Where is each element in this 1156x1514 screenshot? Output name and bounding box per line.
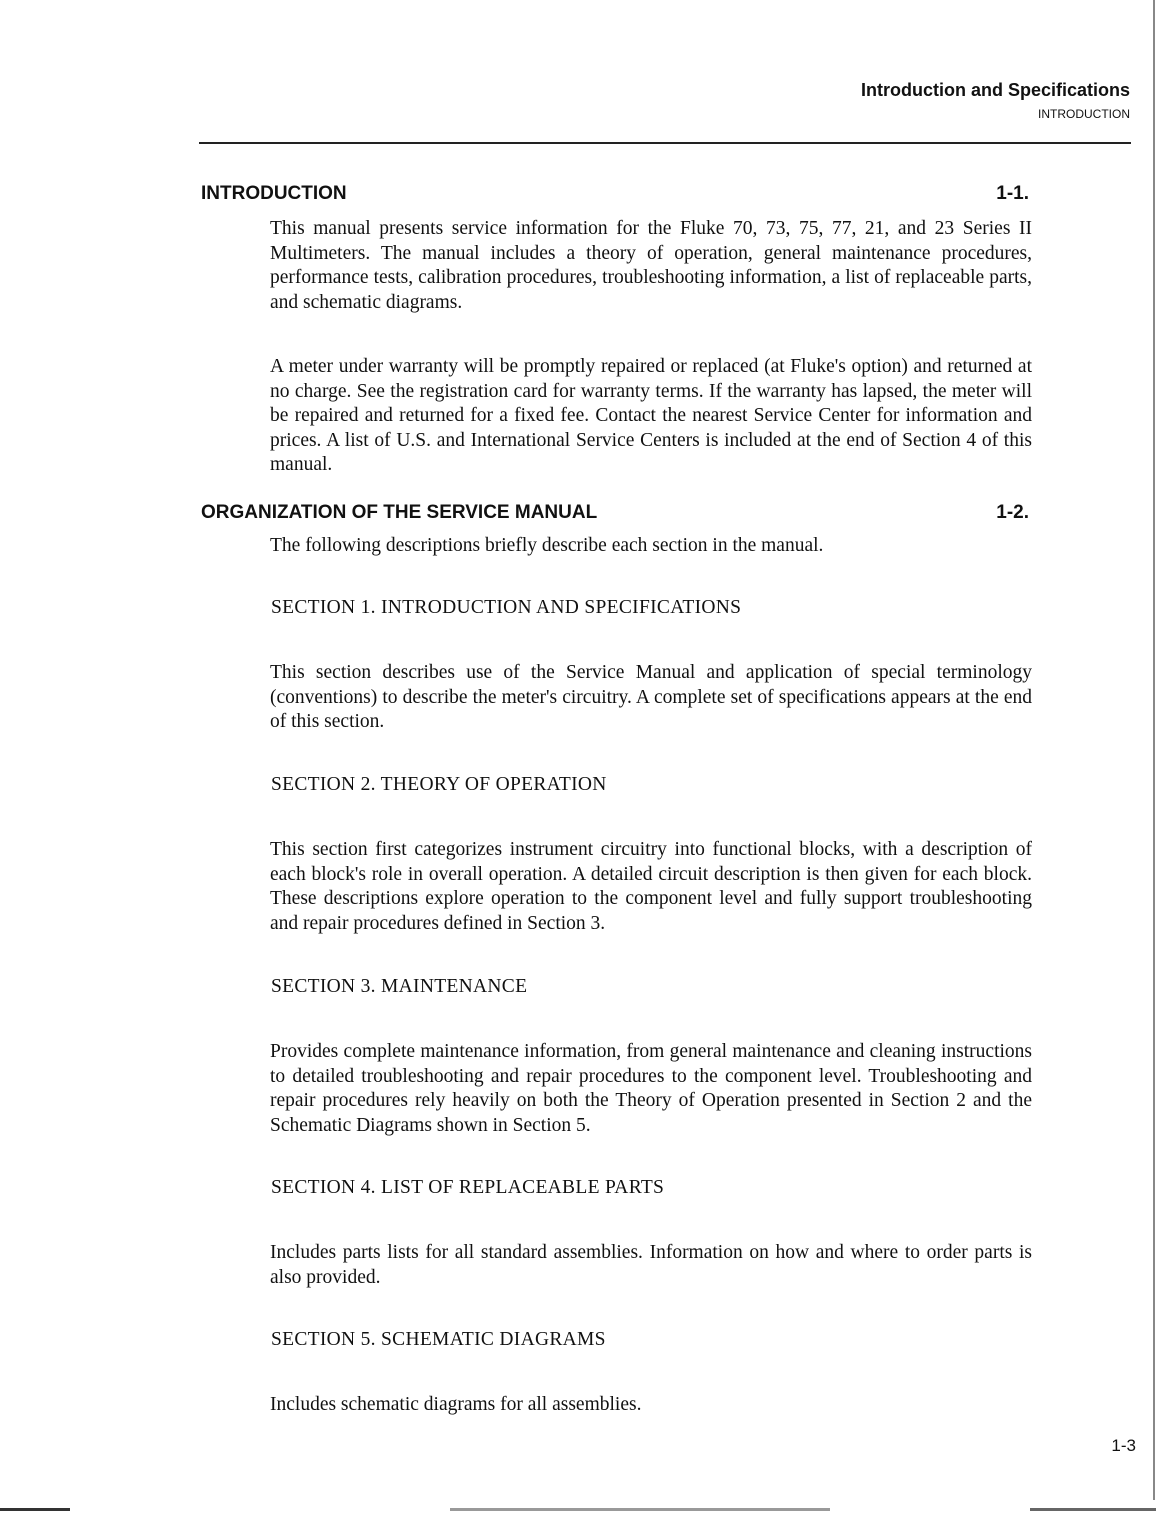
- running-header-title: Introduction and Specifications: [860, 80, 1130, 100]
- subsection-text: Includes parts lists for all standard assemblies. Information on how and where to order parts is also provided.: [270, 1242, 1032, 1288]
- subsection-title: SECTION 4. LIST OF REPLACEABLE PARTS: [271, 1177, 665, 1198]
- subsection-text: This section first categorizes instrument circuitry into functional blocks, with a description of each block's role in overall operation. A detailed circuit description is then given for each block. These descriptions explore operation to the component level and fully support troubleshooting and repair procedures defined in Section 3.: [270, 839, 1032, 934]
- paragraph: This manual presents service information for the Fluke 70, 73, 75, 77, 21, and 23 Series II Multimeters. The manual includes a theory of operation, general maintenance procedures, performance tests, calibration procedures, troubleshooting information, a list of replaceable parts, and schematic diagrams.: [270, 218, 1032, 313]
- running-header-subtitle: INTRODUCTION: [1038, 107, 1130, 121]
- subsection-title: SECTION 3. MAINTENANCE: [271, 976, 528, 997]
- subsection-title: SECTION 2. THEORY OF OPERATION: [271, 774, 607, 795]
- section-heading-number: 1-1.: [996, 183, 1029, 204]
- subsection-title: SECTION 1. INTRODUCTION AND SPECIFICATIONS: [271, 597, 742, 618]
- paragraph: The following descriptions briefly describe each section in the manual.: [270, 535, 824, 556]
- section-heading-title: INTRODUCTION: [201, 183, 347, 204]
- section-heading: [201, 183, 1029, 205]
- section-heading: [201, 502, 1029, 524]
- scan-bottom-artifact: [0, 1508, 1156, 1511]
- section-heading-title: ORGANIZATION OF THE SERVICE MANUAL: [201, 502, 598, 523]
- page-number: 1-3: [1111, 1436, 1136, 1455]
- scan-edge-line: [1153, 0, 1155, 1500]
- subsection-text: Provides complete maintenance information, from general maintenance and cleaning instructions to detailed troubleshooting and repair procedures to the component level. Troubleshooting and repair procedures rely heavily on both the Theory of Operation presented in Section 2 and the Schematic Diagrams shown in Section 5.: [270, 1041, 1032, 1136]
- subsection-text: This section describes use of the Service Manual and application of special terminology (conventions) to describe the meter's circuitry. A complete set of specifications appears at the end of this section.: [270, 662, 1032, 732]
- subsection-text: Includes schematic diagrams for all assemblies.: [270, 1394, 642, 1415]
- subsection-title: SECTION 5. SCHEMATIC DIAGRAMS: [271, 1329, 606, 1350]
- paragraph: A meter under warranty will be promptly repaired or replaced (at Fluke's option) and returned at no charge. See the registration card for warranty terms. If the warranty has lapsed, the meter will be repaired and returned for a fixed fee. Contact the nearest Service Center for information and prices. A list of U.S. and International Service Centers is included at the end of Section 4 of this manual.: [270, 356, 1032, 475]
- header-divider: [199, 142, 1131, 144]
- section-heading-number: 1-2.: [996, 502, 1029, 523]
